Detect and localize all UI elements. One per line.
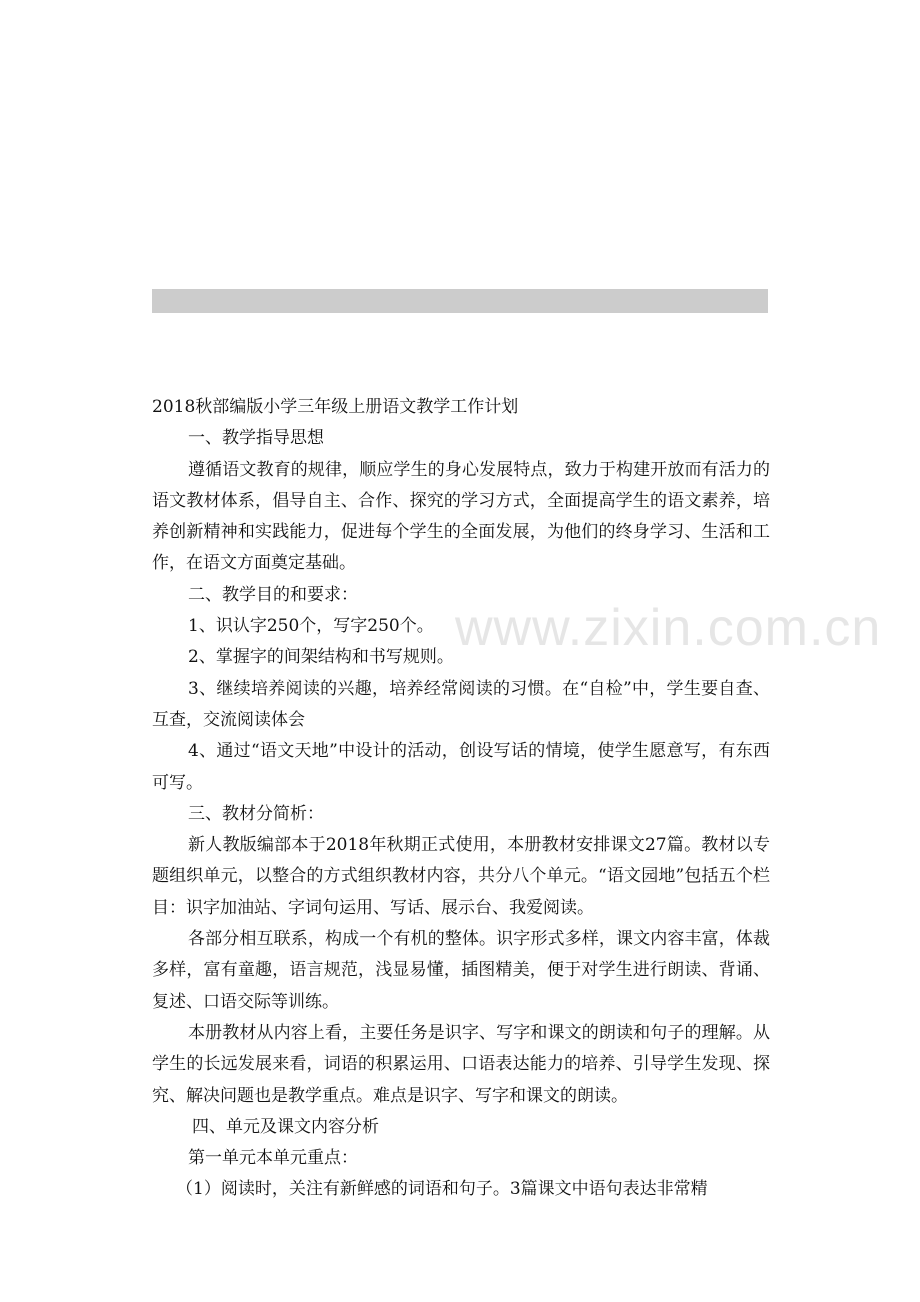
list-item: 1、识认字250个，写字250个。: [188, 616, 434, 637]
paragraph: 本册教材从内容上看，主要任务是识字、写字和课文的朗读和句子的理解。从学生的长远发展来看，词语的积累运用、口语表达能力的培养、引导学生发现、探究、解决问题也是教学重点。难点是识字、写字和课文的朗读。: [152, 1022, 770, 1106]
list-item: 4、通过“语文天地”中设计的活动，创设写话的情境，使学生愿意写，有东西可写。: [152, 741, 770, 793]
list-item: 2、掌握字的间架结构和书写规则。: [188, 647, 454, 668]
watermark-text: www.zixin.com.cn: [455, 599, 882, 657]
subsection-heading: 第一单元本单元重点：: [188, 1148, 358, 1169]
paragraph: 各部分相互联系，构成一个有机的整体。识字形式多样，课文内容丰富，体裁多样，富有童趣，语言规范，浅显易懂，插图精美，便于对学生进行朗读、背诵、复述、口语交际等训练。: [152, 929, 770, 1012]
paragraph: 遵循语文教育的规律，顺应学生的身心发展特点，致力于构建开放而有活力的语文教材体系，倡导自主、合作、探究的学习方式，全面提高学生的语文素养，培养创新精神和实践能力，促进每个学生的全面发展，为他们的终身学习、生活和工作，在语文方面奠定基础。: [152, 459, 770, 574]
document-title: 2018秋部编版小学三年级上册语文教学工作计划: [152, 397, 519, 417]
paragraph: （1）阅读时，关注有新鲜感的词语和句子。3篇课文中语句表达非常精: [176, 1179, 708, 1200]
section-heading: 一、教学指导思想: [188, 428, 324, 449]
paragraph: 新人教版编部本于2018年秋期正式使用，本册教材安排课文27篇。教材以专题组织单元，以整合的方式组织教材内容，共分八个单元。“语文园地”包括五个栏目：识字加油站、字词句运用、写话、展示台、我爱阅读。: [152, 835, 770, 918]
document-body: [152, 392, 770, 1206]
section-heading: 四、单元及课文内容分析: [192, 1116, 379, 1137]
header-gray-band: [152, 289, 768, 313]
section-heading: 二、教学目的和要求：: [188, 584, 358, 605]
section-heading: 三、教材分简析：: [188, 803, 324, 824]
list-item: 3、继续培养阅读的兴趣，培养经常阅读的习惯。在“自检”中，学生要自查、互查，交流阅读体会: [152, 678, 770, 730]
